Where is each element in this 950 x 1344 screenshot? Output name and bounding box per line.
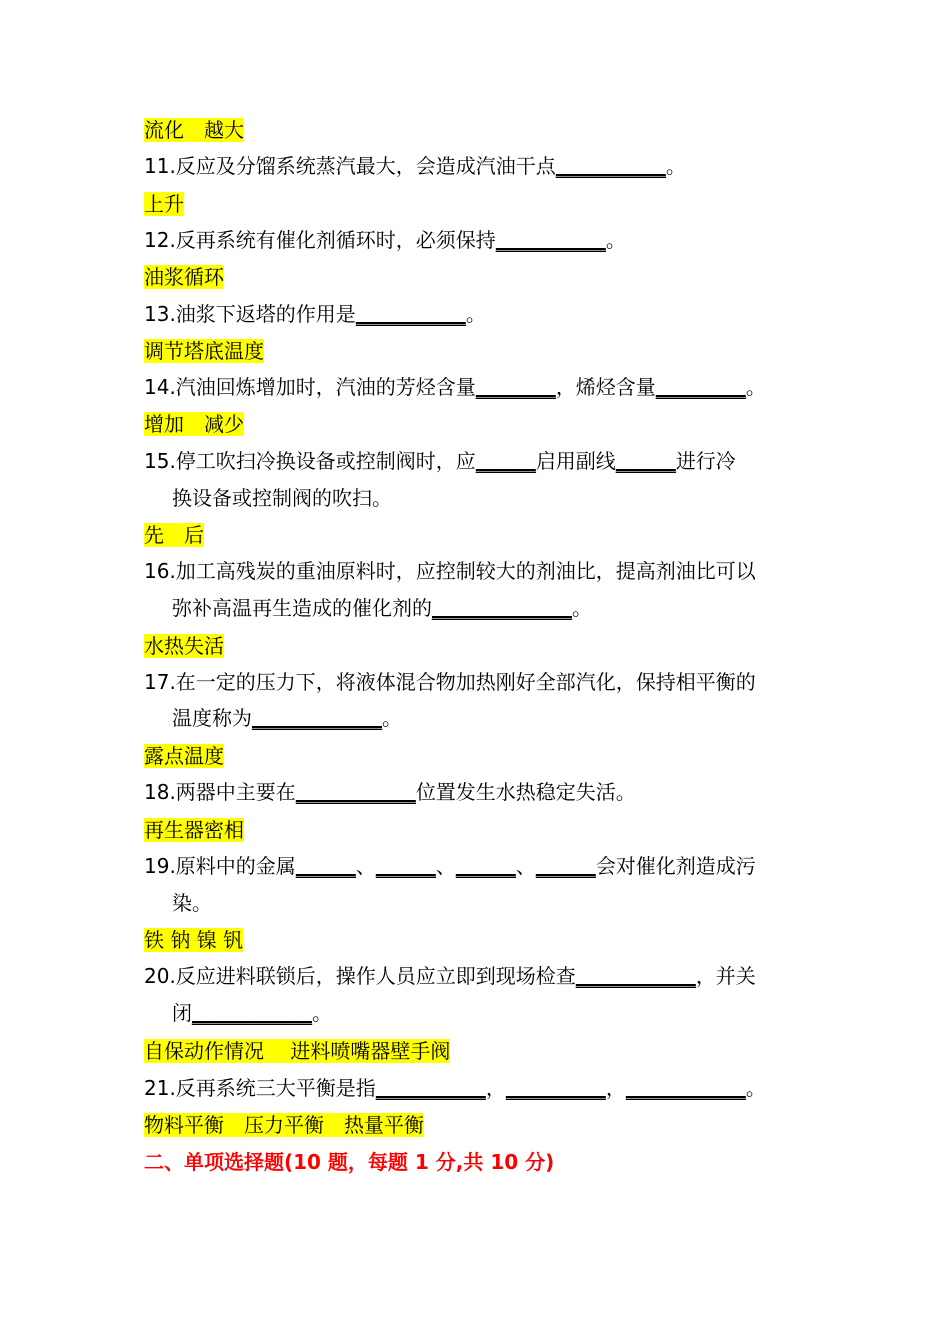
section-heading: 二、单项选择题(10 题，每题 1 分,共 10 分) [144,1150,555,1174]
question-18: 18.两器中主要在____________位置发生水热稳定失活。 [144,780,636,804]
answer-11: 上升 [144,192,184,216]
question-17: 17.在一定的压力下，将液体混合物加热刚好全部汽化，保持相平衡的 [144,670,756,694]
question-16: 16.加工高残炭的重油原料时，应控制较大的剂油比，提高剂油比可以 [144,559,756,583]
answer-10: 流化 越大 [144,118,244,142]
answer-17: 露点温度 [144,744,224,768]
answer-20: 自保动作情况 进料喷嘴器壁手阀 [144,1039,451,1063]
question-20: 20.反应进料联锁后，操作人员应立即到现场检查____________，并关 [144,964,756,988]
answer-14: 增加 减少 [144,412,244,436]
answer-16: 水热失活 [144,634,224,658]
answer-21: 物料平衡 压力平衡 热量平衡 [144,1113,424,1137]
answer-15: 先 后 [144,523,204,547]
answer-12: 油浆循环 [144,265,224,289]
question-17-line2: 温度称为_____________。 [172,706,402,730]
question-11: 11.反应及分馏系统蒸汽最大，会造成汽油干点___________。 [144,154,686,178]
answer-13: 调节塔底温度 [144,339,264,363]
question-13: 13.油浆下返塔的作用是___________。 [144,302,486,326]
question-19: 19.原料中的金属______、______、______、______会对催化剂造成污 [144,854,756,878]
question-16-line2: 弥补高温再生造成的催化剂的______________。 [172,596,592,620]
answer-18: 再生器密相 [144,818,244,842]
answer-19: 铁 钠 镍 钒 [144,928,244,952]
question-19-line2: 染。 [172,891,212,915]
question-14: 14.汽油回炼增加时，汽油的芳烃含量________，烯烃含量_________。 [144,375,766,399]
question-21: 21.反再系统三大平衡是指___________，__________，____________。 [144,1076,766,1100]
question-15: 15.停工吹扫冷换设备或控制阀时，应______启用副线______进行冷 [144,449,736,473]
question-12: 12.反再系统有催化剂循环时，必须保持___________。 [144,228,626,252]
question-20-line2: 闭____________。 [172,1001,332,1025]
question-15-line2: 换设备或控制阀的吹扫。 [172,486,392,510]
